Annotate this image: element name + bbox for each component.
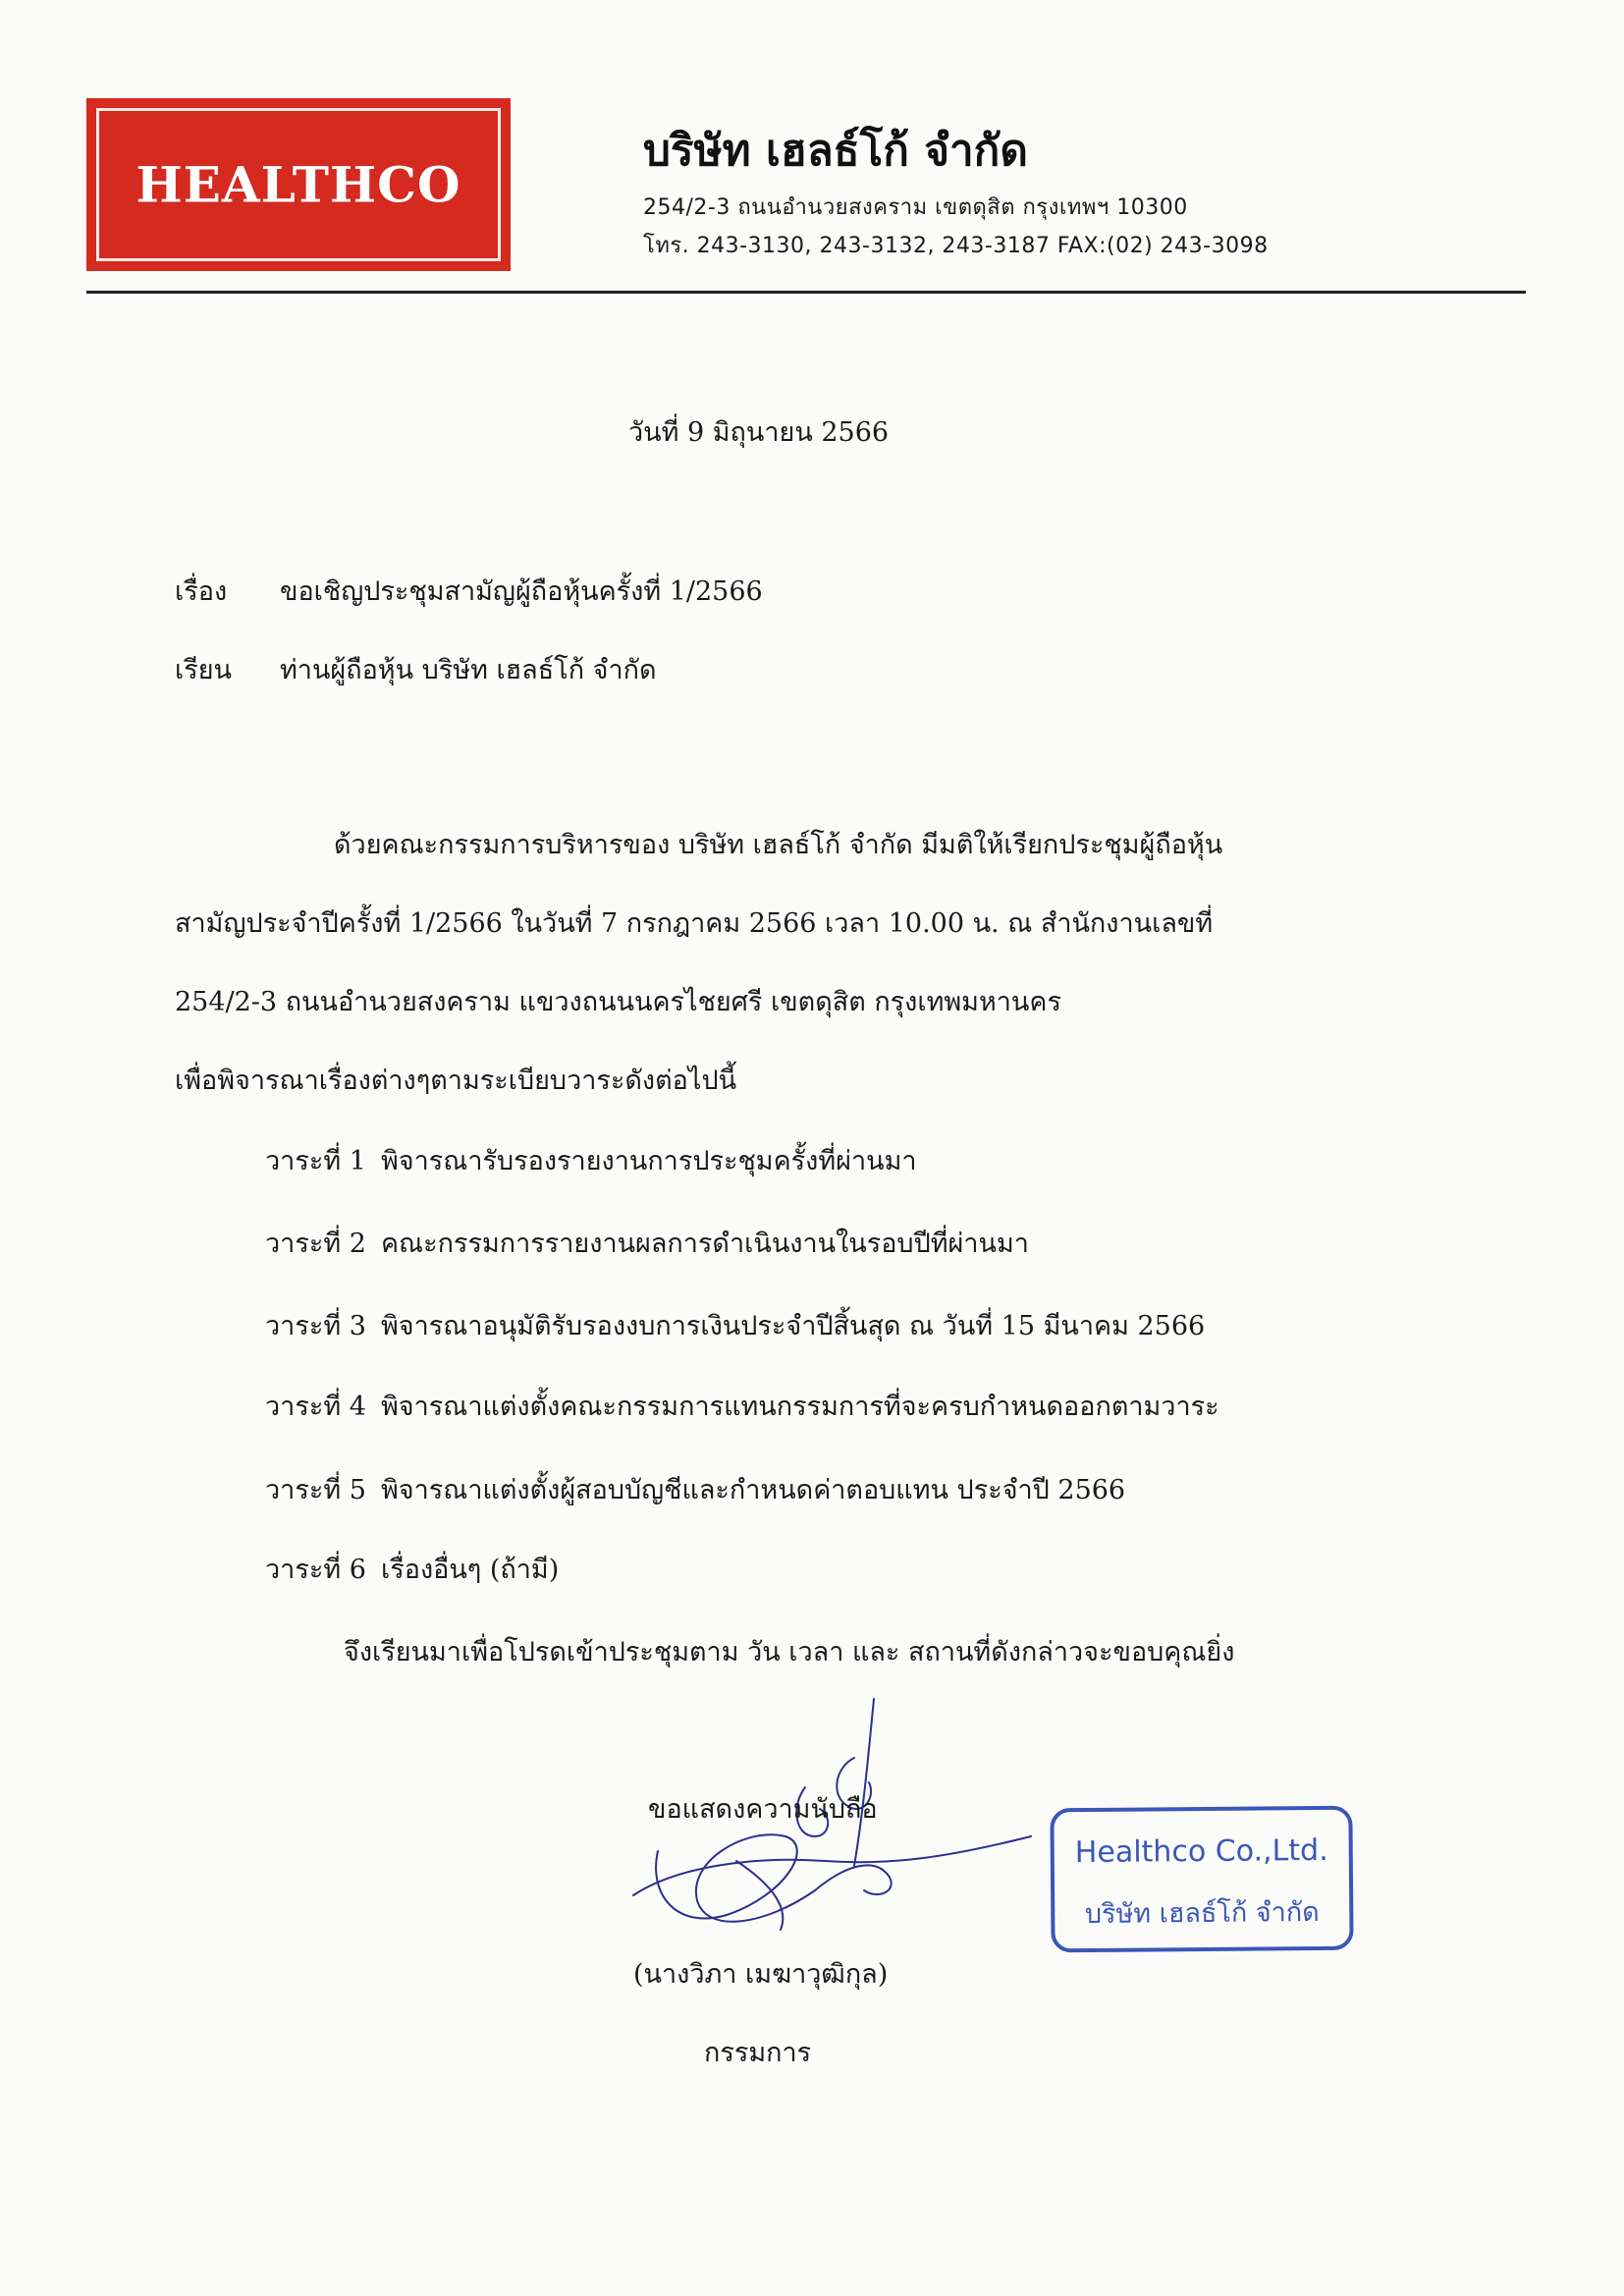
- logo-text: HEALTHCO: [135, 155, 461, 214]
- letter-date: วันที่ 9 มิถุนายน 2566: [628, 417, 890, 448]
- company-logo: [86, 98, 511, 271]
- agenda-number: วาระที่ 6: [265, 1555, 366, 1585]
- recipient-label: เรียน: [175, 655, 233, 685]
- header-divider: [86, 291, 1526, 294]
- agenda-text: คณะกรรมการรายงานผลการดำเนินงานในรอบปีที่ผ่านมา: [381, 1229, 1029, 1259]
- company-contact: โทร. 243-3130, 243-3132, 243-3187 FAX:(02) 243-3098: [643, 234, 1269, 258]
- company-address: 254/2-3 ถนนอำนวยสงคราม เขตดุสิต กรุงเทพฯ 10300: [643, 195, 1188, 220]
- agenda-item: [265, 1139, 917, 1181]
- agenda-number: วาระที่ 4: [265, 1392, 366, 1422]
- company-name: บริษัท เฮลธ์โก้ จำกัด: [643, 126, 1028, 176]
- agenda-number: วาระที่ 1: [265, 1146, 366, 1176]
- body-paragraph-line: เพื่อพิจารณาเรื่องต่างๆตามระเบียบวาระดังต่อไปนี้: [175, 1066, 737, 1096]
- stamp-text-english: Healthco Co.,Ltd.: [1074, 1832, 1328, 1871]
- subject-text: ขอเชิญประชุมสามัญผู้ถือหุ้นครั้งที่ 1/2566: [280, 576, 763, 607]
- regards-line: ขอแสดงความนับถือ: [648, 1794, 878, 1825]
- recipient-text: ท่านผู้ถือหุ้น บริษัท เฮลธ์โก้ จำกัด: [280, 655, 657, 685]
- agenda-text: พิจารณาอนุมัติรับรองงบการเงินประจำปีสิ้นสุด ณ วันที่ 15 มีนาคม 2566: [381, 1311, 1206, 1341]
- signer-position: กรรมการ: [704, 2038, 812, 2068]
- stamp-text-thai: บริษัท เฮลธ์โก้ จำกัด: [1084, 1896, 1320, 1931]
- agenda-number: วาระที่ 2: [265, 1229, 366, 1259]
- agenda-item: [265, 1548, 559, 1590]
- handwritten-signature: [619, 1689, 1070, 1974]
- subject-label: เรื่อง: [175, 576, 228, 607]
- agenda-item: [265, 1385, 1219, 1427]
- body-paragraph-line: 254/2-3 ถนนอำนวยสงคราม แขวงถนนนครไชยศรี เขตดุสิต กรุงเทพมหานคร: [175, 987, 1061, 1017]
- agenda-number: วาระที่ 5: [265, 1475, 366, 1505]
- agenda-item: [265, 1304, 1205, 1346]
- agenda-text: พิจารณาแต่งตั้งคณะกรรมการแทนกรรมการที่จะครบกำหนดออกตามวาระ: [381, 1392, 1219, 1422]
- company-stamp: [1050, 1806, 1353, 1953]
- closing-line: จึงเรียนมาเพื่อโปรดเข้าประชุมตาม วัน เวลา และ สถานที่ดังกล่าวจะขอบคุณยิ่ง: [344, 1637, 1235, 1667]
- agenda-item: [265, 1468, 1125, 1510]
- body-paragraph-line: สามัญประจำปีครั้งที่ 1/2566 ในวันที่ 7 กรกฎาคม 2566 เวลา 10.00 น. ณ สำนักงานเลขที่: [175, 908, 1214, 939]
- signer-name: (นางวิภา เมฆาวุฒิกุล): [633, 1959, 889, 1990]
- body-paragraph-line: ด้วยคณะกรรมการบริหารของ บริษัท เฮลธ์โก้ จำกัด มีมติให้เรียกประชุมผู้ถือหุ้น: [334, 830, 1223, 860]
- agenda-text: เรื่องอื่นๆ (ถ้ามี): [381, 1555, 560, 1585]
- agenda-text: พิจารณารับรองรายงานการประชุมครั้งที่ผ่านมา: [381, 1146, 917, 1176]
- agenda-number: วาระที่ 3: [265, 1311, 366, 1341]
- agenda-item: [265, 1222, 1029, 1264]
- agenda-text: พิจารณาแต่งตั้งผู้สอบบัญชีและกำหนดค่าตอบแทน ประจำปี 2566: [381, 1475, 1126, 1505]
